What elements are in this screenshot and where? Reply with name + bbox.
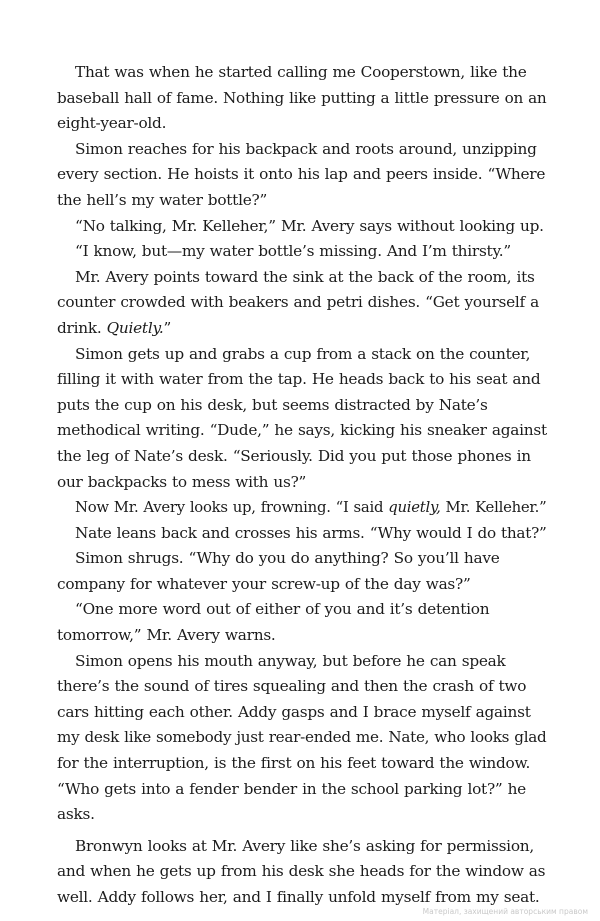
text-segment: and when he gets up from his desk she heads for the window as bbox=[57, 862, 546, 881]
text-segment: puts the cup on his desk, but seems distracted by Nate’s bbox=[57, 395, 488, 414]
text-line bbox=[57, 623, 547, 649]
text-line bbox=[57, 188, 547, 214]
text-line bbox=[57, 111, 547, 137]
text-line bbox=[57, 859, 547, 885]
text-segment: there’s the sound of tires squealing and then the crash of two bbox=[57, 677, 527, 696]
text-segment: “No talking, Mr. Kelleher,” Mr. Avery says without looking up. bbox=[75, 216, 544, 235]
text-segment: tomorrow,” Mr. Avery warns. bbox=[57, 626, 276, 645]
text-line bbox=[57, 444, 547, 470]
text-line bbox=[57, 495, 547, 521]
text-line bbox=[57, 597, 547, 623]
text-line bbox=[57, 572, 547, 598]
text-segment: for the interruption, is the first on his feet toward the window. bbox=[57, 754, 531, 773]
text-segment: company for whatever your screw-up of the day was?” bbox=[57, 574, 471, 593]
text-line bbox=[57, 546, 547, 572]
text-segment: “I know, but—my water bottle’s missing. And I’m thirsty.” bbox=[75, 242, 511, 261]
text-line bbox=[57, 265, 547, 291]
text-segment: asks. bbox=[57, 805, 95, 824]
text-line bbox=[57, 367, 547, 393]
text-line bbox=[57, 342, 547, 368]
text-line bbox=[57, 137, 547, 163]
text-segment: Simon gets up and grabs a cup from a stack on the counter, bbox=[75, 344, 531, 363]
text-line bbox=[57, 239, 547, 265]
text-segment: Bronwyn looks at Mr. Avery like she’s asking for permission, bbox=[75, 836, 534, 855]
text-segment: That was when he started calling me Cooperstown, like the bbox=[75, 63, 527, 81]
text-segment: eight-year-old. bbox=[57, 114, 167, 133]
text-segment: filling it with water from the tap. He heads back to his seat and bbox=[57, 370, 541, 389]
text-line bbox=[57, 60, 547, 86]
text-segment: “One more word out of either of you and it’s detention bbox=[75, 600, 490, 619]
text-line bbox=[57, 86, 547, 112]
text-segment: methodical writing. “Dude,” he says, kicking his sneaker against bbox=[57, 421, 547, 440]
book-page-text bbox=[57, 60, 547, 911]
text-line bbox=[57, 777, 547, 803]
italic-text-segment: quietly, bbox=[388, 499, 441, 517]
text-segment: Simon opens his mouth anyway, but before he can speak bbox=[75, 651, 506, 670]
text-line bbox=[57, 674, 547, 700]
text-segment: “Who gets into a fender bender in the school parking lot?” he bbox=[57, 779, 526, 798]
text-line bbox=[57, 521, 547, 547]
text-segment: Mr. Avery points toward the sink at the back of the room, its bbox=[75, 267, 535, 286]
text-segment: the leg of Nate’s desk. “Seriously. Did you put those phones in bbox=[57, 446, 531, 465]
text-segment: ” bbox=[163, 318, 172, 337]
text-segment: our backpacks to mess with us?” bbox=[57, 472, 307, 491]
text-segment: my desk like somebody just rear-ended me. Nate, who looks glad bbox=[57, 728, 547, 747]
text-segment: Nate leans back and crosses his arms. “Why would I do that?” bbox=[75, 523, 547, 542]
text-segment: every section. He hoists it onto his lap and peers inside. “Where bbox=[57, 165, 546, 184]
text-segment: baseball hall of fame. Nothing like putting a little pressure on an bbox=[57, 88, 547, 107]
italic-text-segment: Quietly. bbox=[106, 318, 164, 337]
text-line bbox=[57, 162, 547, 188]
text-line bbox=[57, 802, 547, 828]
text-segment: Mr. Kelleher.” bbox=[440, 499, 547, 517]
text-segment: cars hitting each other. Addy gasps and I brace myself against bbox=[57, 702, 531, 721]
text-line bbox=[57, 470, 547, 496]
text-segment: well. Addy follows her, and I finally unfold myself from my seat. bbox=[57, 888, 540, 906]
text-segment: counter crowded with beakers and petri dishes. “Get yourself a bbox=[57, 293, 539, 312]
text-segment: Simon reaches for his backpack and roots around, unzipping bbox=[75, 139, 537, 158]
text-line bbox=[57, 751, 547, 777]
text-segment: Now Mr. Avery looks up, frowning. “I said bbox=[75, 499, 389, 517]
text-segment: the hell’s my water bottle?” bbox=[57, 190, 268, 209]
text-line bbox=[57, 316, 547, 342]
text-line bbox=[57, 393, 547, 419]
text-line bbox=[57, 290, 547, 316]
text-line bbox=[57, 418, 547, 444]
text-segment: Simon shrugs. “Why do you do anything? So you’ll have bbox=[75, 549, 500, 568]
copyright-watermark: Матеріал, захищений авторським правом bbox=[422, 907, 588, 916]
text-line bbox=[57, 700, 547, 726]
text-line bbox=[57, 834, 547, 860]
text-segment: drink. bbox=[57, 318, 107, 337]
text-line bbox=[57, 725, 547, 751]
text-line bbox=[57, 214, 547, 240]
text-line bbox=[57, 649, 547, 675]
